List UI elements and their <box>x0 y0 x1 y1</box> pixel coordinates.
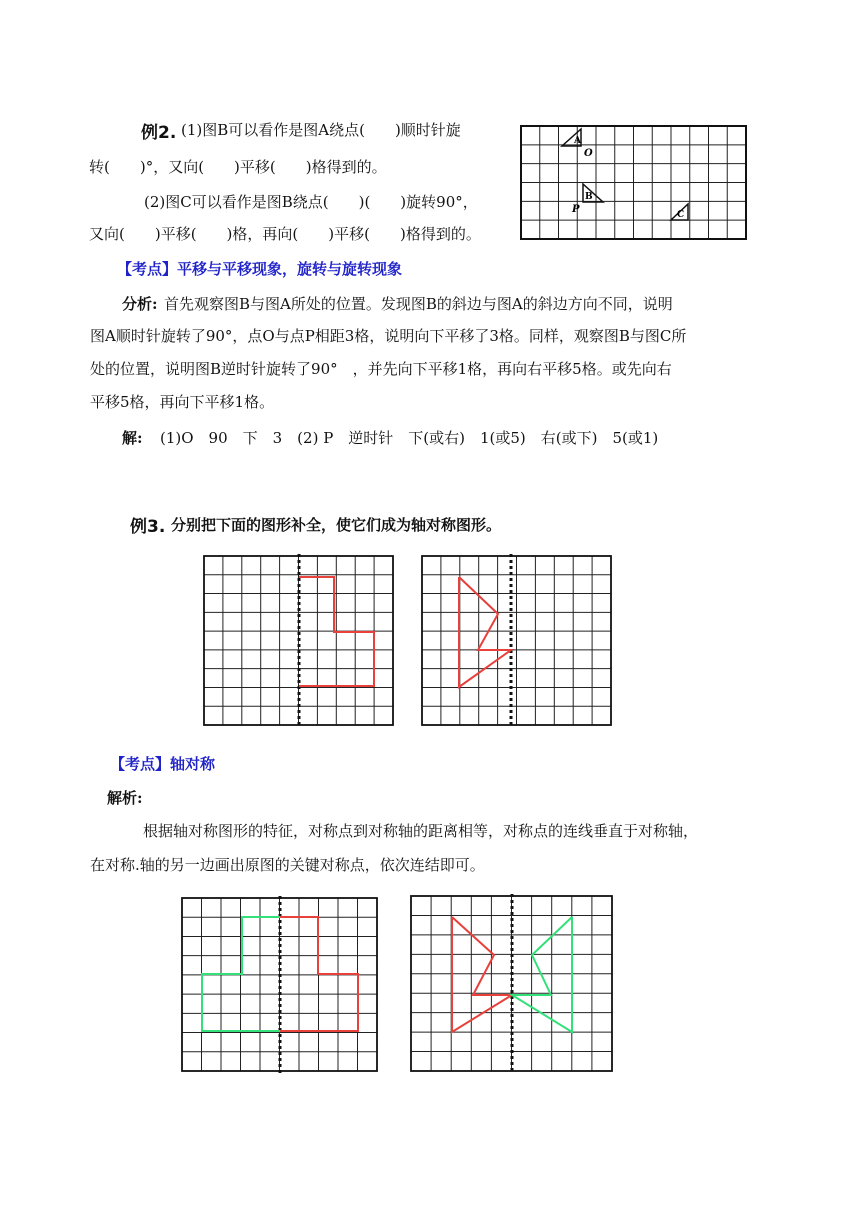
grid-lines <box>422 556 611 725</box>
ex2-fenxi2: 图A顺时针旋转了90°，点O与点P相距3格，说明向下平移了3格。同样，观察图B与图C所 <box>90 327 687 345</box>
ex2-kaodian: 【考点】平移与平移现象，旋转与旋转现象 <box>117 260 403 278</box>
triangle-mirrored <box>512 917 572 1032</box>
example2-label: 例2. <box>141 123 177 143</box>
label-o: O <box>584 148 593 159</box>
ex3-question-grid-1 <box>204 556 394 726</box>
ex3-question: 分别把下面的图形补全，使它们成为轴对称图形。 <box>171 516 502 534</box>
ex3-jiexi1: 根据轴对称图形的特征，对称点到对称轴的距离相等，对称点的连线垂直于对称轴， <box>143 822 699 840</box>
ex2-grid-figure <box>521 126 747 240</box>
grid-lines <box>182 898 377 1071</box>
ex2-fenxi3: 处的位置，说明图B逆时针旋转了90° ，并先向下平移1格，再向右平移5格。或先向右 <box>90 360 672 378</box>
label-b: B <box>585 192 593 202</box>
ex2-fenxi4: 平移5格，再向下平移1格。 <box>90 393 275 411</box>
ex3-question-grid-2 <box>422 556 612 726</box>
ex2-line3: (2)图C可以看作是图B绕点( )( )旋转90°， <box>144 193 478 211</box>
ex2-line2: 转( )°，又向( )平移( )格得到的。 <box>89 158 387 176</box>
ex3-jiexi2: 在对称.轴的另一边画出原图的关键对称点，依次连结即可。 <box>90 856 485 874</box>
label-c: C <box>677 210 685 220</box>
ex2-jie: (1)O 90 下 3 (2) P 逆时针 下(或右) 1(或5) 右(或下) 5(或1) <box>160 429 659 447</box>
ex2-grid <box>521 126 746 239</box>
ex2-jie-label: 解: <box>122 429 143 447</box>
example3-label: 例3. <box>130 517 166 537</box>
label-a: A <box>574 136 581 146</box>
ex2-line4: 又向( )平移( )格，再向( )平移( )格得到的。 <box>89 225 481 243</box>
ex2-line1: (1)图B可以看作是图A绕点( )顺时针旋 <box>181 121 461 139</box>
ex2-fenxi-label: 分析: <box>122 295 158 313</box>
ex3-answer-grid-2 <box>411 896 613 1072</box>
triangle-original <box>452 917 512 1032</box>
label-p: P <box>572 204 580 215</box>
ex3-kaodian: 【考点】轴对称 <box>110 755 216 773</box>
ex3-jiexi-label: 解析: <box>107 789 143 807</box>
ex2-fenxi1: 首先观察图B与图A所处的位置。发现图B的斜边与图A的斜边方向不同，说明 <box>164 295 673 313</box>
ex3-answer-grid-1 <box>182 898 378 1072</box>
